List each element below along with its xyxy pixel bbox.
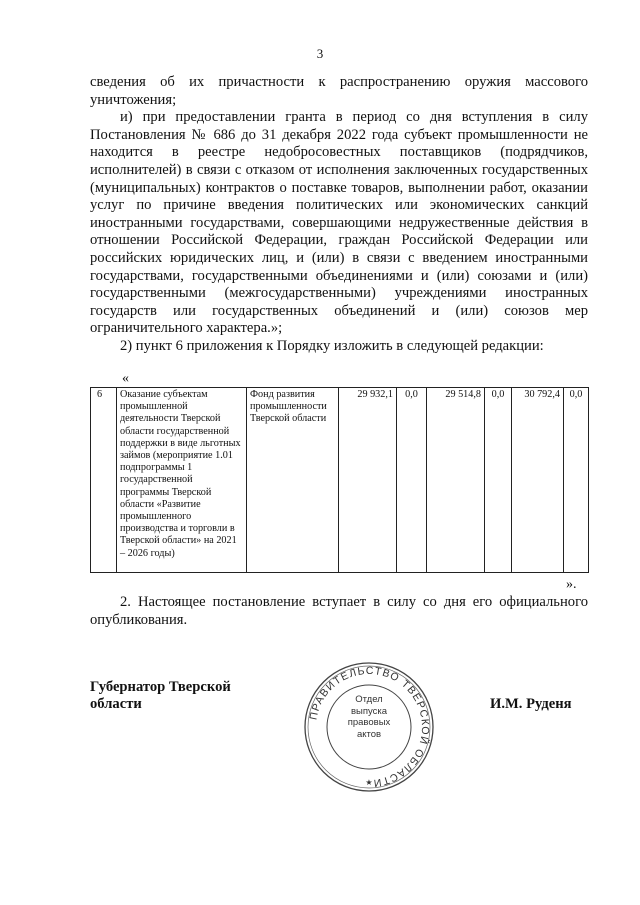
table-row <box>91 388 589 573</box>
cell-executor: Фонд развития промышленности Тверской области <box>247 388 339 573</box>
cell-value-2021-extra: 0,0 <box>397 388 427 573</box>
opening-quote: « <box>122 371 129 386</box>
seal-star-icon: ★ <box>365 778 373 787</box>
cell-value-2021: 29 932,1 <box>339 388 397 573</box>
signatory-name: И.М. Руденя <box>490 696 572 712</box>
signatory-title: Губернатор Тверской области <box>90 679 231 712</box>
paragraph-item-2: 2) пункт 6 приложения к Порядку изложить в следующей редакции: <box>120 337 544 354</box>
paragraph-continuation: сведения об их причастности к распространению оружия массового уничтожения; <box>90 74 588 108</box>
cell-value-2022-extra: 0,0 <box>485 388 512 573</box>
cell-measure: Оказание субъектам промышленной деятельности Тверской области государственной поддержки в виде льготных займов (мероприятие 1.01 подпрограммы 1 государственной программы Тверской области «Развитие промышленного производства и торговли в Тверской области» на 2021 – 2026 годы) <box>117 388 247 573</box>
cell-value-2023-extra: 0,0 <box>564 388 589 573</box>
cell-value-2022: 29 514,8 <box>427 388 485 573</box>
paragraph-effective-date: 2. Настоящее постановление вступает в силу со дня его официального опубликования. <box>90 594 588 628</box>
cell-value-2023: 30 792,4 <box>512 388 564 573</box>
paragraph-item-i: и) при предоставлении гранта в период со дня вступления в силу Постановления № 686 до 31 декабря 2022 года субъект промышленности не находится в реестре недобросовестных поставщиков (подрядчиков, исполнителей) в связи с отказом от исполнения заключенных государственных (муниципальных) контрактов о поставке товаров, выполнении работ, оказании услуг по причине введения политических или экономических санкций иностранными государствами, совершающими недружественные действия в отношении Российской Федерации, граждан Российской Федерации или российских юридических лиц, и (или) в связи с введением иностранными государствами, государственными объединениями и (или) союзами и (или) государственными (межгосударственными) учреждениями иностранных государств или государственных объединений и (или) союзов мер ограничительного характера.»; <box>90 109 588 337</box>
document-body <box>90 74 588 356</box>
seal-ring-text: ПРАВИТЕЛЬСТВО ТВЕРСКОЙ ОБЛАСТИ <box>307 664 432 789</box>
closing-quote: ». <box>566 577 577 592</box>
cell-number: 6 <box>91 388 117 573</box>
program-table <box>90 387 589 573</box>
page-number: 3 <box>316 46 324 61</box>
seal-label: Отдел выпуска правовых актов <box>347 694 391 740</box>
